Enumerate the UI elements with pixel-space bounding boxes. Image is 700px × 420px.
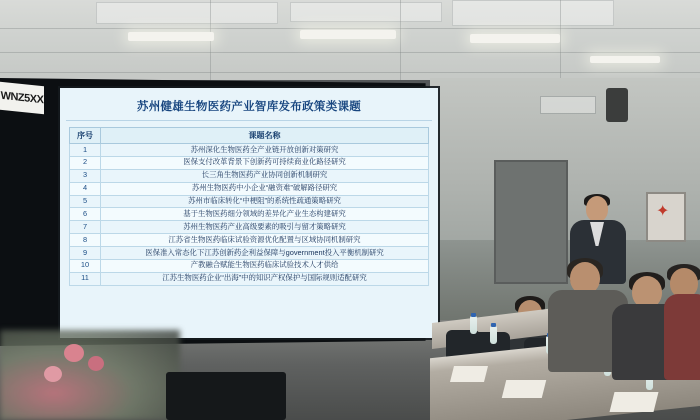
- presentation-slide: [60, 88, 438, 338]
- air-vent: [540, 96, 596, 114]
- table-row: [70, 156, 429, 169]
- table-row: [70, 221, 429, 234]
- ceiling-panel: [96, 2, 278, 24]
- wall-poster: [646, 192, 686, 242]
- flower: [44, 366, 62, 382]
- table-row: [70, 208, 429, 221]
- ceiling-grid-line: [400, 0, 401, 84]
- ceiling-grid-line: [560, 0, 561, 84]
- paper-sheet: [610, 392, 659, 412]
- ceiling-light: [300, 30, 396, 39]
- row-index: 4: [70, 182, 101, 195]
- row-topic: 医保准入常态化下江苏创新药企利益保障与government投入平衡机制研究: [101, 247, 429, 260]
- flower: [64, 344, 84, 362]
- table-row: [70, 247, 429, 260]
- left-wall-banner: WNZ5XX: [0, 82, 44, 115]
- row-index: 7: [70, 221, 101, 234]
- audience-edge-right-person: [664, 268, 700, 380]
- poster-symbol: ✦: [656, 203, 670, 220]
- table-row: [70, 169, 429, 182]
- torso: [664, 294, 700, 380]
- column-header-topic: 课题名称: [101, 128, 429, 144]
- slide-table: [69, 127, 429, 286]
- ceiling-grid-line: [0, 28, 700, 29]
- row-topic: 医保支付改革背景下创新药可持续商业化路径研究: [101, 156, 429, 169]
- row-index: 6: [70, 208, 101, 221]
- ceiling-grid-line: [0, 52, 700, 53]
- row-index: 9: [70, 247, 101, 260]
- table-row: [70, 272, 429, 285]
- row-topic: 苏州市临床转化“中梗阻”的系统性疏通策略研究: [101, 195, 429, 208]
- ceiling-light: [590, 56, 660, 63]
- row-topic: 基于生物医药细分领域的差异化产业生态构建研究: [101, 208, 429, 221]
- row-topic: 江苏生物医药企业“出海”中的知识产权保护与国际规则适配研究: [101, 272, 429, 285]
- ceiling-light: [128, 32, 214, 41]
- row-index: 11: [70, 272, 101, 285]
- row-index: 2: [70, 156, 101, 169]
- ceiling-grid-line: [210, 0, 211, 84]
- row-index: 1: [70, 144, 101, 157]
- row-topic: 江苏省生物医药临床试验资源优化配置与区域协同机制研究: [101, 234, 429, 247]
- table-header-row: [70, 128, 429, 144]
- row-topic: 长三角生物医药产业协同创新机制研究: [101, 169, 429, 182]
- table-row: [70, 234, 429, 247]
- slide-title: 苏州健雄生物医药产业智库发布政策类课题: [66, 98, 432, 121]
- ceiling-grid-line: [0, 72, 700, 73]
- row-topic: 产教融合赋能生物医药临床试验技术人才供给: [101, 259, 429, 272]
- row-index: 5: [70, 195, 101, 208]
- table-row: [70, 144, 429, 157]
- head: [586, 196, 608, 222]
- ceiling-light: [470, 34, 560, 43]
- flower: [88, 356, 104, 371]
- table-row: [70, 195, 429, 208]
- desk-monitor: [166, 372, 286, 420]
- speaker-icon: [606, 88, 628, 122]
- row-index: 8: [70, 234, 101, 247]
- foreground-plant-blur: [0, 330, 180, 420]
- row-topic: 苏州深化生物医药全产业链开放创新对策研究: [101, 144, 429, 157]
- column-header-index: 序号: [70, 128, 101, 144]
- ceiling-panel: [290, 2, 442, 22]
- water-bottle: [470, 316, 477, 334]
- row-index: 10: [70, 259, 101, 272]
- table-row: [70, 182, 429, 195]
- water-bottle: [490, 326, 497, 344]
- paper-sheet: [502, 380, 546, 398]
- paper-sheet: [450, 366, 488, 382]
- row-topic: 苏州生物医药产业高级要素的吸引与留才策略研究: [101, 221, 429, 234]
- table-row: [70, 259, 429, 272]
- row-index: 3: [70, 169, 101, 182]
- ceiling-panel: [452, 0, 614, 26]
- row-topic: 苏州生物医药中小企业“融资难”破解路径研究: [101, 182, 429, 195]
